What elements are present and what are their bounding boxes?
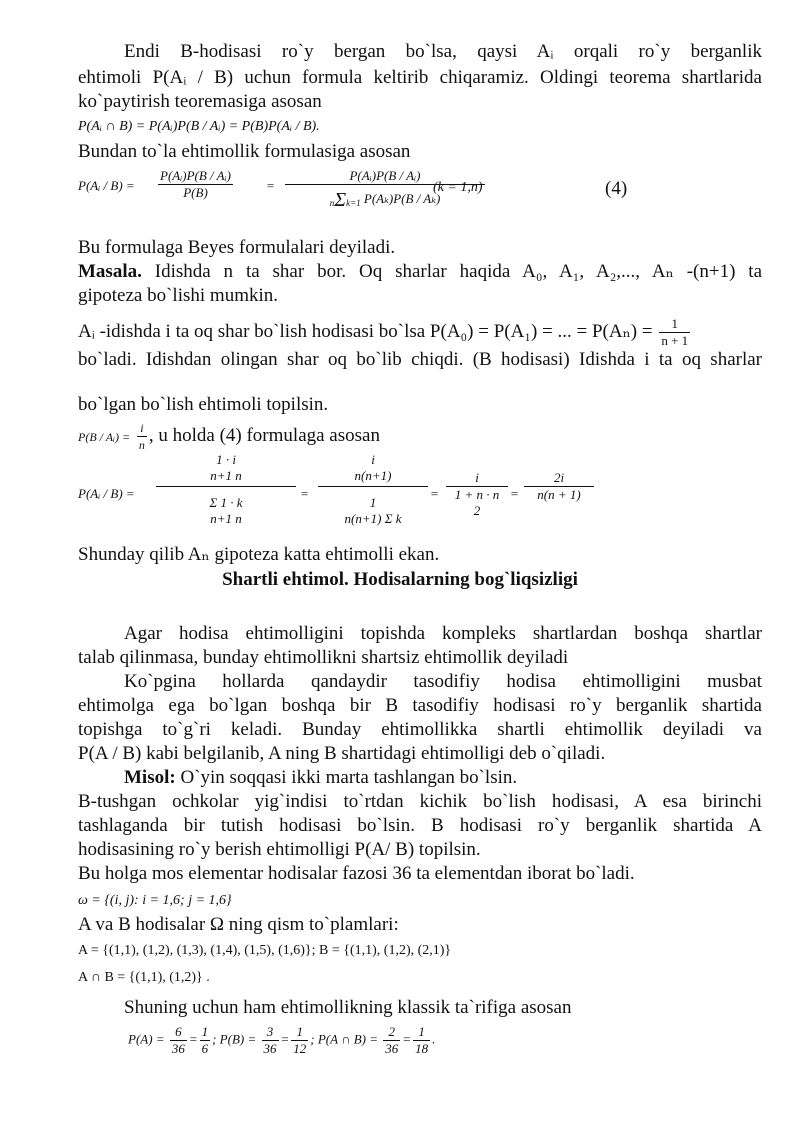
text-line: P(A / B) kabi belgilanib, A ning B shartidagi ehtimolligi deb o`qiladi. [78, 743, 606, 764]
text-line: Masala. Idishda n ta shar bor. Oq sharlar haqida A₀, A₁, A₂,..., Aₙ -(n+1) ta [78, 261, 762, 282]
formula-range: (k = 1,n) [433, 180, 483, 195]
text-line: Bundan to`la ehtimollik formulasiga asosan [78, 141, 411, 162]
fraction: $\frac{\text{P(Aᵢ)P(B / Aᵢ)}}{P(B)}$ [160, 168, 232, 200]
text-line: ehtimolga ega bo`lgan boshqa bir B tasodifiy hodisasi ro`y berganlik shartida [78, 695, 762, 716]
text-line: Aᵢ -idishda i ta oq shar bo`lish hodisasi bo`lsa P(A₀) = P(A₁) = ... = P(Aₙ) = $\frac{1}{n + 1}$ [78, 316, 689, 348]
text-line: Misol: O`yin soqqasi ikki marta tashlangan bo`lsin. [124, 767, 518, 788]
fraction: i 1 + n · n 2 [446, 470, 508, 519]
text-line: Agar hodisa ehtimolligini topishda kompleks shartlardan boshqa shartlar [124, 623, 762, 644]
section-title: Shartli ehtimol. Hodisalarning bog`liqsizligi [222, 569, 578, 590]
text-line: tashlaganda bir tutish hodisasi bo`lsin. B hodisasi ro`y berganlik shartida A [78, 815, 762, 836]
text-line: talab qilinmasa, bunday ehtimollikni shartsiz ehtimollik deyiladi [78, 647, 569, 668]
bayes-formula: P(Aᵢ / B) = $\frac{\text{P(Aᵢ)P(B / Aᵢ)}}{P(B)}$ = P(Aᵢ)P(B / Aᵢ) nΣk=1 P(Aₖ)P(B / Aₖ) (k = 1,n) (4) [78, 168, 628, 212]
fraction: 2i n(n + 1) [524, 470, 594, 503]
text-line: topishga to`g`ri keladi. Bunday ehtimollikka shartli ehtimollik deyiladi va [78, 719, 762, 740]
text-line: gipoteza bo`lishi mumkin. [78, 285, 279, 306]
fraction: $\frac{1}{n + 1}$ [661, 316, 689, 348]
text-line: bo`lgan bo`lish ehtimoli topilsin. [78, 394, 329, 415]
formula: A = {(1,1), (1,2), (1,3), (1,4), (1,5), (1,6)}; B = {(1,1), (1,2), (2,1)} [78, 943, 452, 958]
text-line: Ko`pgina hollarda qandaydir tasodifiy hodisa ehtimolligini musbat [124, 671, 762, 692]
text-line: ko`paytirish teoremasiga asosan [78, 91, 322, 112]
fraction: $\frac{i}{n}$ [138, 421, 145, 452]
text-line: Bu formulaga Beyes formulalari deyiladi. [78, 237, 396, 258]
formula: P(Aᵢ ∩ B) = P(Aᵢ)P(B / Aᵢ) = P(B)P(Aᵢ / B). [78, 119, 320, 134]
fraction: i n(n+1) 1 n(n+1) Σ k [318, 452, 428, 527]
formula: ω = {(i, j): i = 1,6; j = 1,6} [78, 893, 232, 908]
text-line: Endi B-hodisasi ro`y bergan bo`lsa, qaysi Aᵢ orqali ro`y berganlik [124, 41, 762, 62]
bold-label: Misol: [124, 767, 176, 788]
text-line: hodisasining ro`y berish ehtimolligi P(A/ B) topilsin. [78, 839, 481, 860]
worked-formula: P(Aᵢ / B) = 1 · i n+1 n Σ 1 · k n+1 n = i n(n+1) 1 n(n+1) Σ k = i 1 + n · n 2 = 2i n(n + 1) [78, 452, 758, 540]
text-line: ehtimoli P(Aᵢ / B) uchun formula keltirib chiqaramiz. Oldingi teorema shartlarida [78, 67, 762, 88]
text-line: A va B hodisalar Ω ning qism to`plamlari: [78, 914, 399, 935]
text-line: B-tushgan ochkolar yig`indisi to`rtdan kichik bo`lish hodisasi, A esa birinchi [78, 791, 762, 812]
text-line: bo`ladi. Idishdan olingan shar oq bo`lib chiqdi. (B hodisasi) Idishda i ta oq sharlar [78, 349, 762, 370]
formula: A ∩ B = {(1,1), (1,2)} . [78, 970, 210, 985]
text-line: Bu holga mos elementar hodisalar fazosi 36 ta elementdan iborat bo`ladi. [78, 863, 635, 884]
text-line: Shunday qilib Aₙ gipoteza katta ehtimolli ekan. [78, 544, 440, 565]
probability-results: P(A) = $\frac{6}{36}$ = $\frac{1}{6}$ ; P(B) = $\frac{3}{36}$ = $\frac{1}{12}$ ; P(A ∩ B) = $\frac{2}{36}$ = $\frac{1}{18}$ . [128, 1024, 436, 1056]
fraction: 1 · i n+1 n Σ 1 · k n+1 n [156, 452, 296, 527]
text-line: Shuning uchun ham ehtimollikning klassik ta`rifiga asosan [124, 997, 572, 1018]
formula-number: (4) [605, 178, 628, 199]
formula-lhs: P(Aᵢ / B) = [78, 178, 135, 193]
fraction: P(Aᵢ)P(B / Aᵢ) nΣk=1 P(Aₖ)P(B / Aₖ) [285, 168, 485, 209]
text-line: P(B / Aᵢ) = $\frac{i}{n}$ , u holda (4) formulaga asosan [78, 421, 380, 452]
bold-label: Masala. [78, 261, 142, 282]
